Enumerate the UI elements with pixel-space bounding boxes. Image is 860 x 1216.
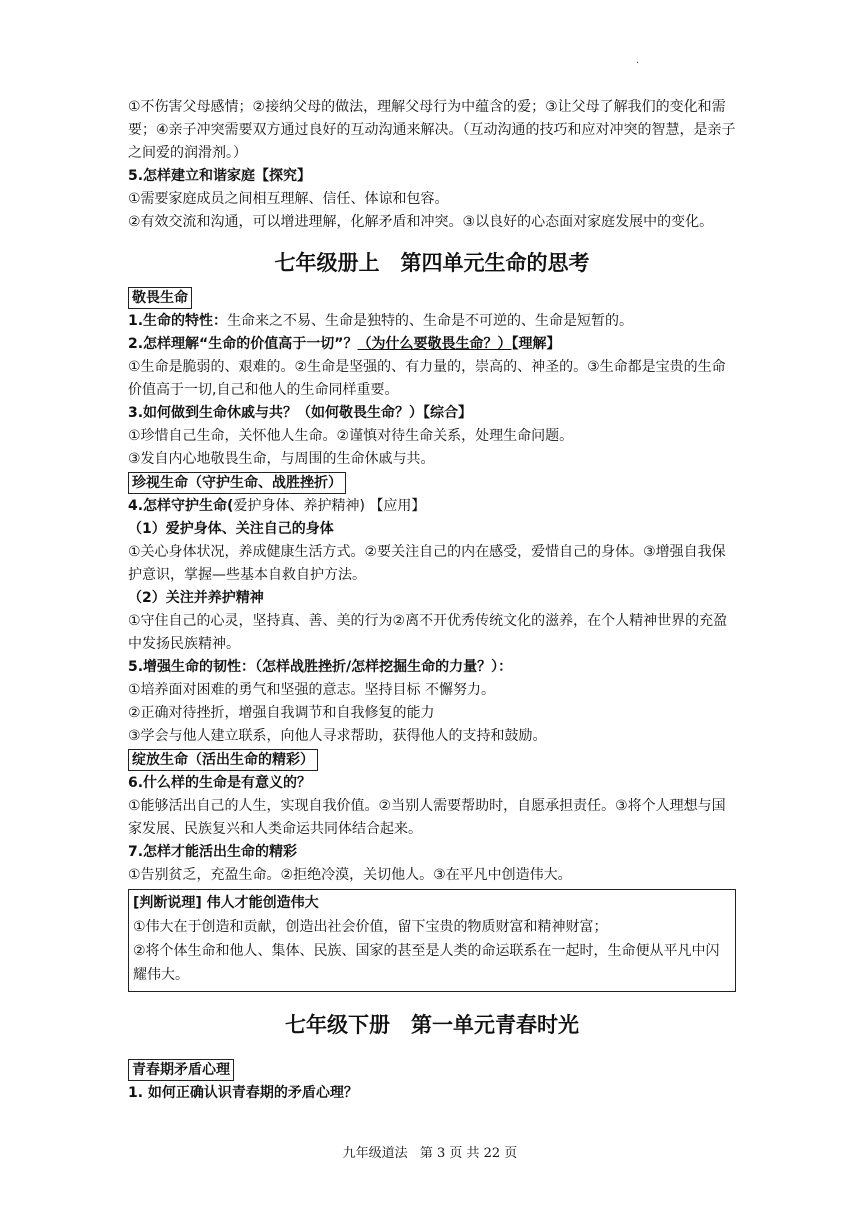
- answer-line: ②有效交流和沟通，可以增进理解，化解矛盾和冲突。③以良好的心态面对家庭发展中的变化。: [128, 214, 714, 230]
- question-heading: 1. 如何正确认识青春期的矛盾心理？: [128, 1085, 358, 1101]
- section-tag: 绽放生命（活出生命的精彩）: [128, 749, 318, 771]
- answer-line: ①告别贫乏，充盈生命。②拒绝冷漠，关切他人。③在平凡中创造伟大。: [128, 867, 572, 883]
- question-heading: 6.什么样的生命是有意义的？: [128, 775, 312, 791]
- unit-title: 七年级册上 第四单元生命的思考: [274, 251, 590, 275]
- answer-paragraph: ①关心身体状况，养成健康生活方式。②要关注自己的内在感受，爱惜自己的身体。③增强自我保护意识，掌握—些基本自救自护方法。: [128, 544, 726, 583]
- question-heading: 2.怎样理解“生命的价值高于一切”？（为什么要敬畏生命？）【理解】: [128, 336, 561, 352]
- answer-line: ③学会与他人建立联系，向他人寻求帮助，获得他人的支持和鼓励。: [128, 728, 547, 744]
- box-paragraph: ②将个体生命和他人、集体、民族、国家的甚至是人类的命运联系在一起时，生命便从平凡中闪耀伟大。: [133, 943, 720, 983]
- page-footer: [0, 1142, 860, 1161]
- intro-paragraph: ①不伤害父母感情；②接纳父母的做法，理解父母行为中蕴含的爱；③让父母了解我们的变化和需要；④亲子冲突需要双方通过良好的互动沟通来解决。（互动沟通的技巧和应对冲突的智慧，是亲子之间爱的润滑剂。）: [128, 99, 736, 161]
- page-content: [128, 96, 736, 1105]
- question-heading: 4.怎样守护生命(爱护身体、养护精神) 【应用】: [128, 498, 426, 514]
- section-tag: 敬畏生命: [128, 287, 192, 309]
- answer-paragraph: ①生命是脆弱的、艰难的。②生命是坚强的、有力量的，崇高的、神圣的。③生命都是宝贵的生命价值高于一切,自己和他人的生命同样重要。: [128, 359, 726, 398]
- header-mark: ·: [636, 58, 640, 69]
- question-heading: 5.增强生命的韧性：（怎样战胜挫折/怎样挖掘生命的力量？）：: [128, 659, 513, 675]
- footer-subject: 九年级道法: [342, 1146, 408, 1161]
- answer-paragraph: ①守住自己的心灵，坚持真、善、美的行为②离不开优秀传统文化的滋养，在个人精神世界的充盈中发扬民族精神。: [128, 613, 728, 652]
- judgment-box: [128, 889, 736, 992]
- answer-line: ①需要家庭成员之间相互理解、信任、体谅和包容。: [128, 191, 449, 207]
- sub-heading: （1）爱护身体、关注自己的身体: [128, 521, 334, 537]
- question-heading: 5.怎样建立和谐家庭【探究】: [128, 168, 312, 184]
- answer-line: ③发自内心地敬畏生命，与周围的生命休戚与共。: [128, 451, 435, 467]
- unit-title: 七年级下册 第一单元青春时光: [285, 1013, 579, 1037]
- box-paragraph: ①伟大在于创造和贡献，创造出社会价值，留下宝贵的物质财富和精神财富；: [133, 919, 608, 935]
- footer-page-number: 第 3 页 共 22 页: [419, 1146, 518, 1161]
- question-heading: 7.怎样才能活出生命的精彩: [128, 844, 298, 860]
- answer-line: ①珍惜自己生命，关怀他人生命。②谨慎对待生命关系，处理生命问题。: [128, 428, 574, 444]
- section-tag: 青春期矛盾心理: [128, 1059, 234, 1081]
- answer-line: ①培养面对困难的勇气和坚强的意志。坚持目标 不懈努力。: [128, 682, 495, 698]
- box-title: [判断说理] 伟人才能创造伟大: [133, 895, 319, 911]
- sub-heading: （2）关注并养护精神: [128, 590, 264, 606]
- question-heading: 3.如何做到生命休戚与共？（如何敬畏生命？）【综合】: [128, 405, 473, 421]
- answer-paragraph: ①能够活出自己的人生，实现自我价值。②当别人需要帮助时，自愿承担责任。③将个人理想与国家发展、民族复兴和人类命运共同体结合起来。: [128, 798, 726, 837]
- question-heading: 1.生命的特性：生命来之不易、生命是独特的、生命是不可逆的、生命是短暂的。: [128, 313, 634, 329]
- section-tag: 珍视生命（守护生命、战胜挫折）: [128, 472, 346, 494]
- answer-line: ②正确对待挫折，增强自我调节和自我修复的能力: [128, 705, 435, 721]
